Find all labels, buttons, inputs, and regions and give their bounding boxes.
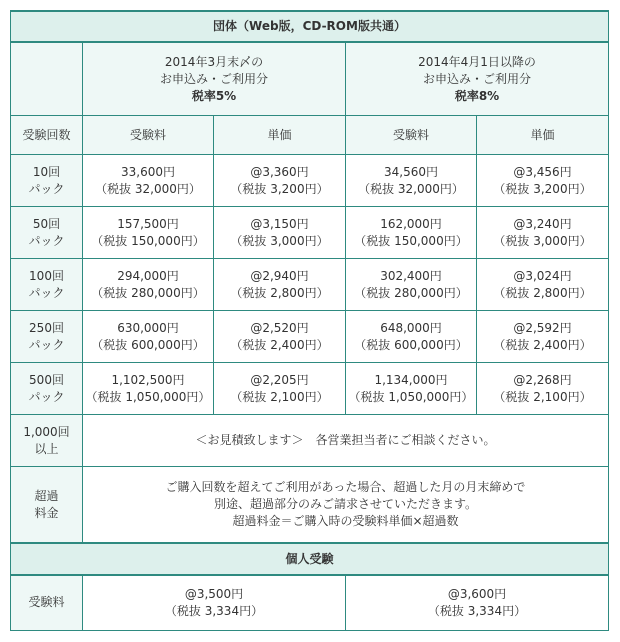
fee-5pct-excl-tax: （税抜 150,000円）	[91, 233, 205, 248]
unit-8pct: @3,024円	[513, 268, 572, 283]
pack-label-suffix: パック	[28, 337, 65, 352]
unit-8pct-excl-tax: （税抜 2,800円）	[493, 285, 592, 300]
period-5pct-line2: お申込み・ご利用分	[159, 71, 268, 86]
pack-label	[11, 259, 83, 311]
fee-5pct-cell	[83, 155, 214, 207]
fee-5pct-cell	[83, 311, 214, 363]
table-row	[11, 363, 609, 415]
unit-5pct-cell	[214, 155, 346, 207]
pack-label-suffix: パック	[28, 181, 65, 196]
fee-8pct-excl-tax: （税抜 150,000円）	[354, 233, 468, 248]
unit-5pct-excl-tax: （税抜 2,400円）	[230, 337, 329, 352]
unit-5pct-cell	[214, 259, 346, 311]
individual-price-8pct-excl-tax: （税抜 3,334円）	[427, 603, 527, 618]
table-row	[11, 155, 609, 207]
individual-price-5pct-excl-tax: （税抜 3,334円）	[164, 603, 264, 618]
fee-8pct-excl-tax: （税抜 32,000円）	[358, 181, 464, 196]
pack-label	[11, 363, 83, 415]
fee-5pct-cell	[83, 207, 214, 259]
period-header-8pct	[346, 42, 609, 116]
unit-5pct-cell	[214, 311, 346, 363]
individual-fee-label: 受験料	[11, 575, 83, 630]
unit-8pct-cell	[477, 363, 609, 415]
pack-label-suffix: パック	[28, 233, 65, 248]
period-5pct-tax: 税率5%	[191, 88, 237, 103]
pack-label-count: 10回	[32, 164, 61, 179]
pack-label	[11, 155, 83, 207]
unit-5pct: @2,520円	[250, 320, 309, 335]
period-header-blank	[11, 42, 83, 116]
unit-5pct: @3,150円	[250, 216, 309, 231]
individual-price-8pct	[346, 575, 609, 630]
fee-8pct: 648,000円	[380, 320, 442, 335]
surcharge-note-line2: 別途、超過部分のみご請求させていただきます。	[213, 497, 478, 511]
table-row	[11, 207, 609, 259]
unit-8pct-cell	[477, 259, 609, 311]
unit-5pct: @3,360円	[250, 164, 309, 179]
fee-8pct: 1,134,000円	[374, 372, 448, 387]
fee-8pct: 162,000円	[380, 216, 442, 231]
surcharge-note	[83, 467, 609, 544]
individual-price-8pct-value: @3,600円	[447, 586, 507, 601]
period-8pct-line1: 2014年4月1日以降の	[418, 54, 536, 69]
pack-label-count: 250回	[29, 320, 64, 335]
fee-5pct-excl-tax: （税抜 32,000円）	[95, 181, 201, 196]
surcharge-formula: 超過料金＝ご購入時の受験料単価×超過数	[232, 514, 459, 528]
unit-8pct: @2,268円	[513, 372, 572, 387]
pack-label-suffix: パック	[28, 285, 65, 300]
fee-5pct: 630,000円	[117, 320, 179, 335]
pack-label-count: 100回	[29, 268, 64, 283]
unit-8pct: @3,456円	[513, 164, 572, 179]
over-1000-label	[11, 415, 83, 467]
unit-5pct: @2,205円	[250, 372, 309, 387]
over-1000-label-line2: 以上	[34, 441, 59, 456]
fee-5pct: 33,600円	[121, 164, 175, 179]
individual-price-5pct	[83, 575, 346, 630]
unit-8pct: @3,240円	[513, 216, 572, 231]
fee-5pct-cell	[83, 363, 214, 415]
fee-8pct-cell	[346, 311, 477, 363]
fee-8pct-excl-tax: （税抜 600,000円）	[354, 337, 468, 352]
unit-5pct-cell	[214, 207, 346, 259]
fee-8pct-excl-tax: （税抜 1,050,000円）	[348, 389, 474, 404]
period-5pct-line1: 2014年3月末〆の	[164, 54, 264, 69]
fee-8pct-excl-tax: （税抜 280,000円）	[354, 285, 468, 300]
individual-section-title: 個人受験	[11, 543, 609, 575]
pack-label-count: 500回	[29, 372, 64, 387]
unit-8pct-excl-tax: （税抜 3,200円）	[493, 181, 592, 196]
group-section-title: 団体（Web版，CD-ROM版共通）	[11, 11, 609, 42]
pricing-table	[10, 10, 609, 631]
pricing-table-wrapper	[10, 10, 608, 631]
fee-5pct-excl-tax: （税抜 600,000円）	[91, 337, 205, 352]
surcharge-label-line1: 超過	[34, 488, 59, 503]
period-8pct-line2: お申込み・ご利用分	[422, 71, 531, 86]
period-header-5pct	[83, 42, 346, 116]
pack-label-suffix: パック	[28, 389, 65, 404]
fee-5pct: 157,500円	[117, 216, 179, 231]
fee-5pct: 294,000円	[117, 268, 179, 283]
pack-label	[11, 207, 83, 259]
over-1000-label-line1: 1,000回	[23, 424, 70, 439]
unit-8pct-excl-tax: （税抜 3,000円）	[493, 233, 592, 248]
fee-5pct-cell	[83, 259, 214, 311]
unit-8pct-cell	[477, 311, 609, 363]
column-header-unit-5pct: 単価	[214, 116, 346, 155]
unit-8pct-cell	[477, 207, 609, 259]
fee-5pct: 1,102,500円	[111, 372, 185, 387]
unit-5pct-excl-tax: （税抜 3,000円）	[230, 233, 329, 248]
surcharge-label	[11, 467, 83, 544]
unit-8pct-excl-tax: （税抜 2,400円）	[493, 337, 592, 352]
pack-label-count: 50回	[32, 216, 61, 231]
individual-price-5pct-value: @3,500円	[184, 586, 244, 601]
fee-8pct: 302,400円	[380, 268, 442, 283]
fee-5pct-excl-tax: （税抜 1,050,000円）	[85, 389, 211, 404]
unit-5pct-excl-tax: （税抜 2,800円）	[230, 285, 329, 300]
period-8pct-tax: 税率8%	[454, 88, 500, 103]
surcharge-note-line1: ご購入回数を超えてご利用があった場合、超過した月の月末締めで	[165, 480, 526, 494]
fee-8pct-cell	[346, 363, 477, 415]
surcharge-label-line2: 料金	[34, 505, 59, 520]
over-1000-note: ＜お見積致します＞ 各営業担当者にご相談ください。	[83, 415, 609, 467]
fee-8pct-cell	[346, 207, 477, 259]
column-header-fee-8pct: 受験料	[346, 116, 477, 155]
unit-5pct-cell	[214, 363, 346, 415]
pack-label	[11, 311, 83, 363]
unit-8pct-cell	[477, 155, 609, 207]
fee-5pct-excl-tax: （税抜 280,000円）	[91, 285, 205, 300]
fee-8pct-cell	[346, 155, 477, 207]
column-header-count: 受験回数	[11, 116, 83, 155]
table-row	[11, 259, 609, 311]
unit-5pct-excl-tax: （税抜 3,200円）	[230, 181, 329, 196]
fee-8pct-cell	[346, 259, 477, 311]
unit-5pct-excl-tax: （税抜 2,100円）	[230, 389, 329, 404]
unit-5pct: @2,940円	[250, 268, 309, 283]
unit-8pct: @2,592円	[513, 320, 572, 335]
fee-8pct: 34,560円	[384, 164, 438, 179]
unit-8pct-excl-tax: （税抜 2,100円）	[493, 389, 592, 404]
column-header-fee-5pct: 受験料	[83, 116, 214, 155]
table-row	[11, 311, 609, 363]
column-header-unit-8pct: 単価	[477, 116, 609, 155]
